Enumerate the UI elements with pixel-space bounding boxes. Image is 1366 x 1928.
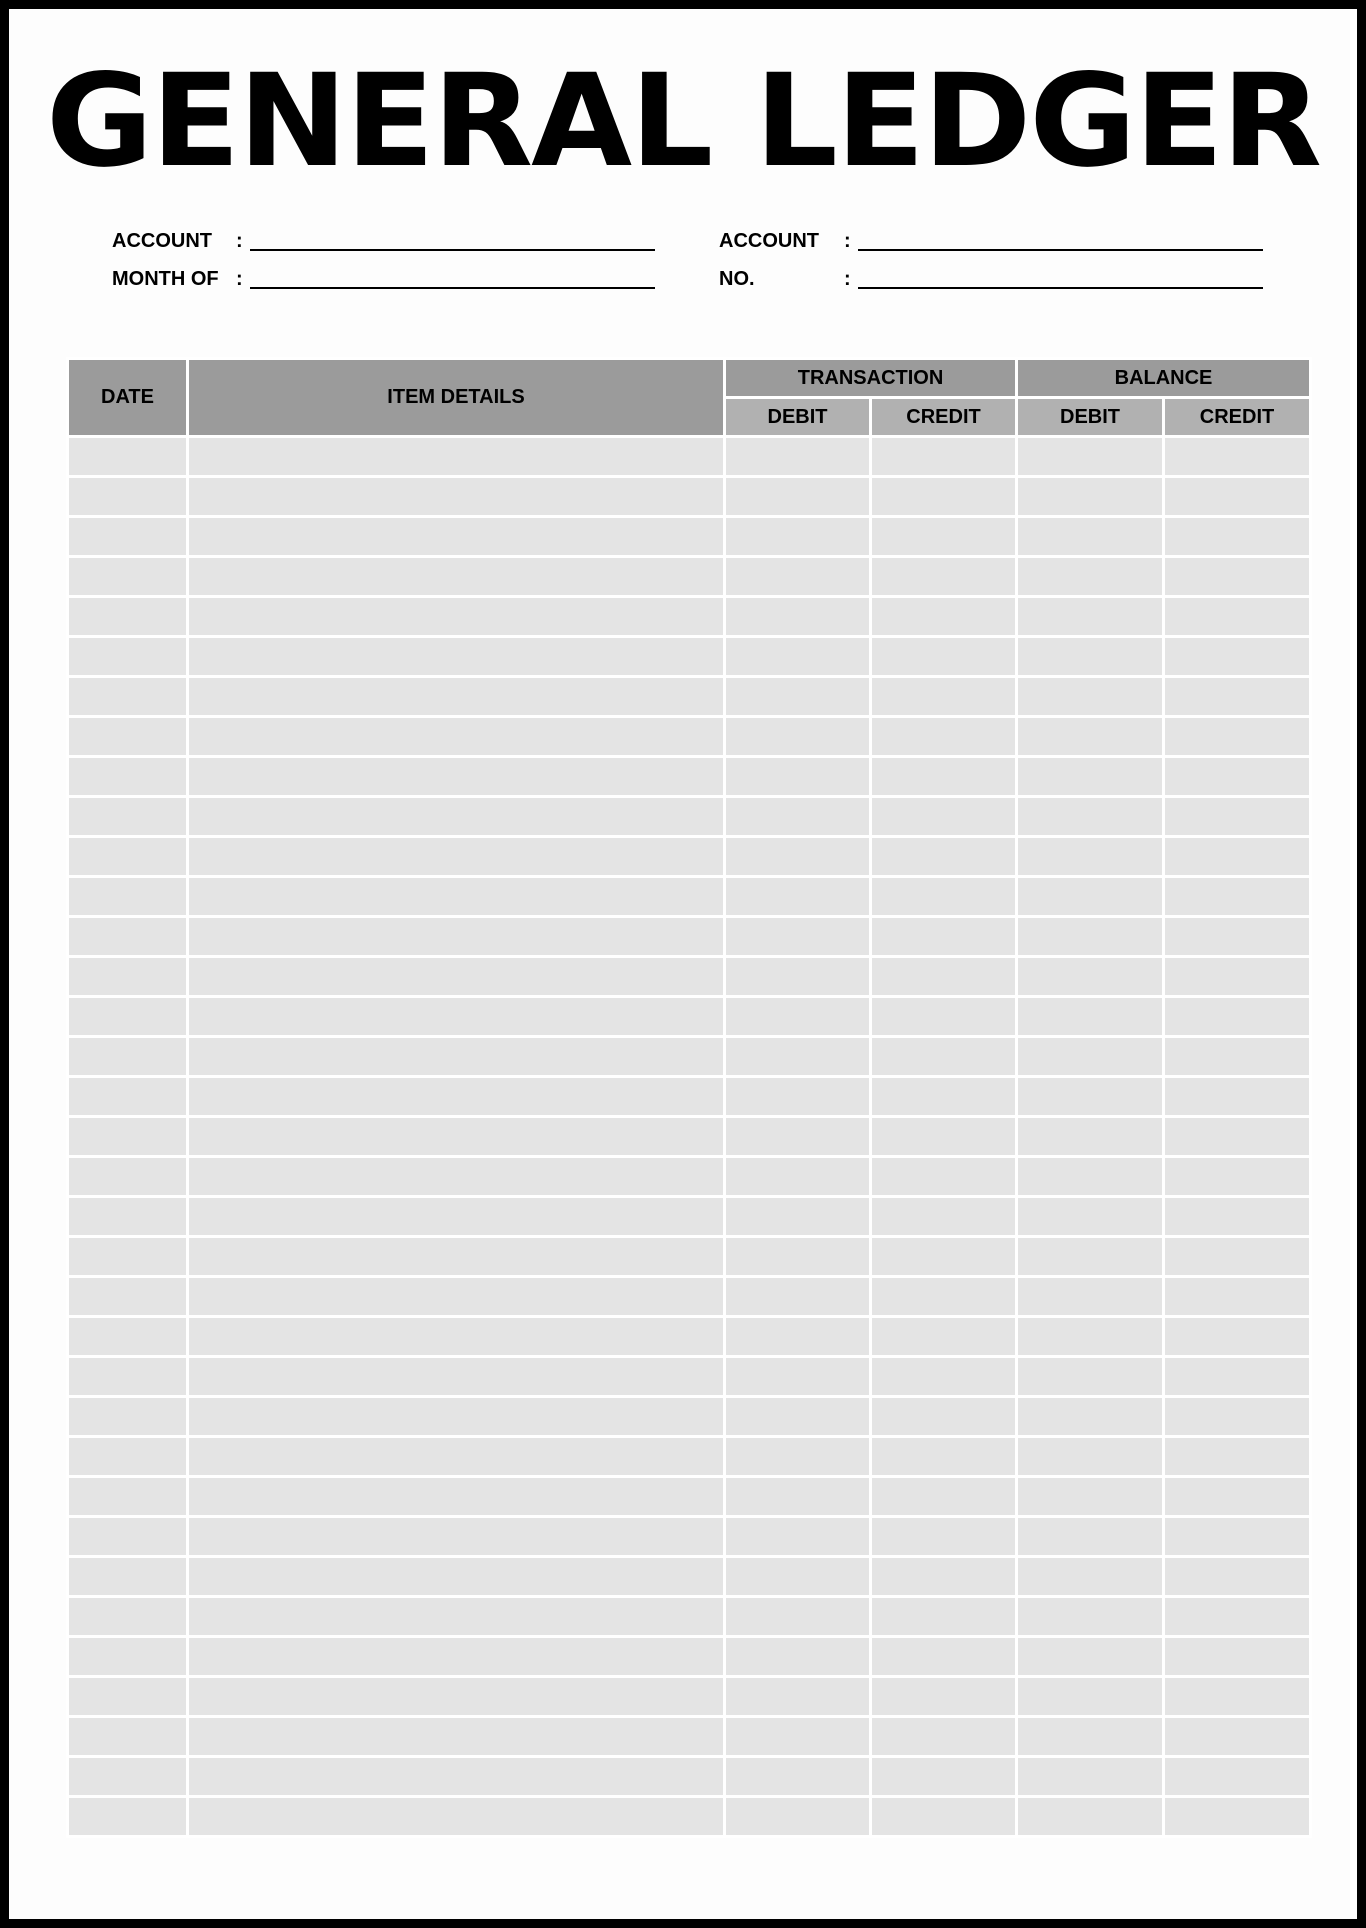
balance-credit-cell[interactable] <box>1164 1357 1311 1397</box>
transaction-credit-cell[interactable] <box>871 1157 1017 1197</box>
transaction-credit-cell[interactable] <box>871 637 1017 677</box>
item-details-cell[interactable] <box>188 1197 725 1237</box>
balance-debit-cell[interactable] <box>1017 1437 1164 1477</box>
transaction-credit-cell[interactable] <box>871 1477 1017 1517</box>
date-cell[interactable] <box>68 1077 188 1117</box>
transaction-debit-cell[interactable] <box>725 1717 871 1757</box>
transaction-debit-cell[interactable] <box>725 597 871 637</box>
item-details-cell[interactable] <box>188 1517 725 1557</box>
table-row <box>68 1757 1311 1797</box>
table-row <box>68 1477 1311 1517</box>
date-cell[interactable] <box>68 437 188 477</box>
item-details-cell[interactable] <box>188 757 725 797</box>
date-cell[interactable] <box>68 1237 188 1277</box>
account-label-left: ACCOUNT <box>112 230 212 252</box>
balance-credit-cell[interactable] <box>1164 1397 1311 1437</box>
date-cell[interactable] <box>68 1557 188 1597</box>
item-details-cell[interactable] <box>188 1117 725 1157</box>
transaction-credit-cell[interactable] <box>871 997 1017 1037</box>
balance-debit-cell[interactable] <box>1017 1717 1164 1757</box>
balance-credit-cell[interactable] <box>1164 597 1311 637</box>
ledger-table <box>66 357 1312 1838</box>
transaction-debit-cell[interactable] <box>725 557 871 597</box>
balance-credit-cell[interactable] <box>1164 757 1311 797</box>
balance-credit-cell[interactable] <box>1164 1637 1311 1677</box>
balance-credit-cell[interactable] <box>1164 1197 1311 1237</box>
ledger-body <box>68 437 1311 1837</box>
balance-credit-cell[interactable] <box>1164 1117 1311 1157</box>
month-of-field[interactable] <box>250 287 655 289</box>
transaction-credit-cell[interactable] <box>871 1557 1017 1597</box>
transaction-debit-cell[interactable] <box>725 637 871 677</box>
transaction-credit-cell[interactable] <box>871 1677 1017 1717</box>
item-details-cell[interactable] <box>188 637 725 677</box>
transaction-credit-cell[interactable] <box>871 1397 1017 1437</box>
item-details-cell[interactable] <box>188 1397 725 1437</box>
number-colon: : <box>844 268 851 290</box>
balance-debit-cell[interactable] <box>1017 997 1164 1037</box>
transaction-debit-cell[interactable] <box>725 757 871 797</box>
balance-credit-cell[interactable] <box>1164 1317 1311 1357</box>
balance-debit-header: DEBIT <box>1017 398 1164 437</box>
balance-credit-cell[interactable] <box>1164 997 1311 1037</box>
transaction-credit-cell[interactable] <box>871 1437 1017 1477</box>
transaction-debit-cell[interactable] <box>725 1117 871 1157</box>
balance-credit-cell[interactable] <box>1164 1157 1311 1197</box>
item-details-cell[interactable] <box>188 1717 725 1757</box>
balance-debit-cell[interactable] <box>1017 1197 1164 1237</box>
date-cell[interactable] <box>68 1117 188 1157</box>
table-row <box>68 1237 1311 1277</box>
transaction-debit-cell[interactable] <box>725 1597 871 1637</box>
balance-credit-cell[interactable] <box>1164 637 1311 677</box>
date-cell[interactable] <box>68 1797 188 1837</box>
balance-credit-cell[interactable] <box>1164 1797 1311 1837</box>
balance-debit-cell[interactable] <box>1017 597 1164 637</box>
page-title: GENERAL LEDGER <box>45 47 1321 196</box>
transaction-credit-cell[interactable] <box>871 1277 1017 1317</box>
transaction-debit-cell[interactable] <box>725 837 871 877</box>
transaction-debit-cell[interactable] <box>725 917 871 957</box>
date-cell[interactable] <box>68 797 188 837</box>
transaction-credit-cell[interactable] <box>871 797 1017 837</box>
balance-debit-cell[interactable] <box>1017 1637 1164 1677</box>
balance-debit-cell[interactable] <box>1017 1597 1164 1637</box>
transaction-debit-header: DEBIT <box>725 398 871 437</box>
item-details-cell[interactable] <box>188 1317 725 1357</box>
transaction-credit-cell[interactable] <box>871 917 1017 957</box>
table-row <box>68 1597 1311 1637</box>
item-details-cell[interactable] <box>188 957 725 997</box>
balance-debit-cell[interactable] <box>1017 1797 1164 1837</box>
transaction-credit-cell[interactable] <box>871 1117 1017 1157</box>
transaction-debit-cell[interactable] <box>725 1197 871 1237</box>
balance-credit-cell[interactable] <box>1164 1597 1311 1637</box>
table-row <box>68 1397 1311 1437</box>
balance-debit-cell[interactable] <box>1017 1037 1164 1077</box>
balance-debit-cell[interactable] <box>1017 1157 1164 1197</box>
item-details-cell[interactable] <box>188 877 725 917</box>
item-details-column-header: ITEM DETAILS <box>188 359 725 437</box>
transaction-debit-cell[interactable] <box>725 1277 871 1317</box>
balance-credit-cell[interactable] <box>1164 837 1311 877</box>
balance-credit-cell[interactable] <box>1164 517 1311 557</box>
balance-credit-cell[interactable] <box>1164 477 1311 517</box>
item-details-cell[interactable] <box>188 1357 725 1397</box>
item-details-cell[interactable] <box>188 597 725 637</box>
balance-debit-cell[interactable] <box>1017 677 1164 717</box>
date-cell[interactable] <box>68 1357 188 1397</box>
transaction-credit-cell[interactable] <box>871 757 1017 797</box>
account-colon-right: : <box>844 230 851 252</box>
table-row <box>68 437 1311 477</box>
transaction-debit-cell[interactable] <box>725 1357 871 1397</box>
date-cell[interactable] <box>68 1517 188 1557</box>
table-row <box>68 1637 1311 1677</box>
transaction-debit-cell[interactable] <box>725 717 871 757</box>
item-details-cell[interactable] <box>188 717 725 757</box>
item-details-cell[interactable] <box>188 1637 725 1677</box>
balance-credit-cell[interactable] <box>1164 1077 1311 1117</box>
date-cell[interactable] <box>68 1397 188 1437</box>
balance-debit-cell[interactable] <box>1017 1517 1164 1557</box>
transaction-credit-cell[interactable] <box>871 1637 1017 1677</box>
balance-credit-cell[interactable] <box>1164 1237 1311 1277</box>
transaction-credit-cell[interactable] <box>871 1197 1017 1237</box>
balance-debit-cell[interactable] <box>1017 1077 1164 1117</box>
number-label: NO. <box>719 268 755 290</box>
item-details-cell[interactable] <box>188 797 725 837</box>
item-details-cell[interactable] <box>188 557 725 597</box>
date-cell[interactable] <box>68 1677 188 1717</box>
balance-credit-cell[interactable] <box>1164 1757 1311 1797</box>
date-cell[interactable] <box>68 1197 188 1237</box>
date-cell[interactable] <box>68 1157 188 1197</box>
month-of-label: MONTH OF <box>112 268 219 290</box>
balance-debit-cell[interactable] <box>1017 1477 1164 1517</box>
transaction-credit-cell[interactable] <box>871 1357 1017 1397</box>
account-label-right: ACCOUNT <box>719 230 819 252</box>
item-details-cell[interactable] <box>188 1077 725 1117</box>
item-details-cell[interactable] <box>188 1597 725 1637</box>
date-cell[interactable] <box>68 917 188 957</box>
item-details-cell[interactable] <box>188 1797 725 1837</box>
transaction-credit-cell[interactable] <box>871 1237 1017 1277</box>
item-details-cell[interactable] <box>188 1037 725 1077</box>
balance-debit-cell[interactable] <box>1017 717 1164 757</box>
item-details-cell[interactable] <box>188 997 725 1037</box>
date-cell[interactable] <box>68 677 188 717</box>
balance-credit-cell[interactable] <box>1164 557 1311 597</box>
transaction-debit-cell[interactable] <box>725 1677 871 1717</box>
date-cell[interactable] <box>68 717 188 757</box>
month-of-colon: : <box>236 268 243 290</box>
balance-debit-cell[interactable] <box>1017 957 1164 997</box>
transaction-debit-cell[interactable] <box>725 1077 871 1117</box>
item-details-cell[interactable] <box>188 437 725 477</box>
transaction-credit-cell[interactable] <box>871 717 1017 757</box>
table-row <box>68 957 1311 997</box>
balance-debit-cell[interactable] <box>1017 1237 1164 1277</box>
table-row <box>68 1157 1311 1197</box>
date-cell[interactable] <box>68 757 188 797</box>
table-row <box>68 1717 1311 1757</box>
item-details-cell[interactable] <box>188 917 725 957</box>
date-cell[interactable] <box>68 877 188 917</box>
transaction-credit-cell[interactable] <box>871 1757 1017 1797</box>
balance-debit-cell[interactable] <box>1017 837 1164 877</box>
item-details-cell[interactable] <box>188 1477 725 1517</box>
transaction-credit-cell[interactable] <box>871 677 1017 717</box>
table-row <box>68 797 1311 837</box>
table-row <box>68 1317 1311 1357</box>
number-field[interactable] <box>858 287 1263 289</box>
table-row <box>68 837 1311 877</box>
date-cell[interactable] <box>68 837 188 877</box>
transaction-debit-cell[interactable] <box>725 1557 871 1597</box>
date-cell[interactable] <box>68 517 188 557</box>
date-cell[interactable] <box>68 1637 188 1677</box>
transaction-debit-cell[interactable] <box>725 677 871 717</box>
transaction-debit-cell[interactable] <box>725 477 871 517</box>
date-cell[interactable] <box>68 1037 188 1077</box>
table-row <box>68 997 1311 1037</box>
table-row <box>68 1117 1311 1157</box>
date-cell[interactable] <box>68 997 188 1037</box>
transaction-credit-cell[interactable] <box>871 517 1017 557</box>
item-details-cell[interactable] <box>188 677 725 717</box>
item-details-cell[interactable] <box>188 1437 725 1477</box>
transaction-debit-cell[interactable] <box>725 1237 871 1277</box>
balance-debit-cell[interactable] <box>1017 1397 1164 1437</box>
table-row <box>68 677 1311 717</box>
balance-debit-cell[interactable] <box>1017 1557 1164 1597</box>
balance-credit-cell[interactable] <box>1164 797 1311 837</box>
transaction-credit-cell[interactable] <box>871 1717 1017 1757</box>
balance-debit-cell[interactable] <box>1017 637 1164 677</box>
item-details-cell[interactable] <box>188 837 725 877</box>
balance-credit-cell[interactable] <box>1164 1717 1311 1757</box>
balance-credit-cell[interactable] <box>1164 437 1311 477</box>
date-cell[interactable] <box>68 637 188 677</box>
balance-debit-cell[interactable] <box>1017 877 1164 917</box>
balance-credit-cell[interactable] <box>1164 1517 1311 1557</box>
transaction-credit-cell[interactable] <box>871 1317 1017 1357</box>
transaction-credit-cell[interactable] <box>871 1517 1017 1557</box>
balance-debit-cell[interactable] <box>1017 557 1164 597</box>
transaction-debit-cell[interactable] <box>725 1037 871 1077</box>
transaction-debit-cell[interactable] <box>725 1517 871 1557</box>
account-field-left[interactable] <box>250 249 655 251</box>
balance-debit-cell[interactable] <box>1017 1757 1164 1797</box>
balance-credit-cell[interactable] <box>1164 1677 1311 1717</box>
table-row <box>68 1677 1311 1717</box>
date-column-header: DATE <box>68 359 188 437</box>
transaction-debit-cell[interactable] <box>725 437 871 477</box>
date-cell[interactable] <box>68 1757 188 1797</box>
balance-credit-cell[interactable] <box>1164 877 1311 917</box>
date-cell[interactable] <box>68 1317 188 1357</box>
date-cell[interactable] <box>68 1277 188 1317</box>
account-field-right[interactable] <box>858 249 1263 251</box>
item-details-cell[interactable] <box>188 1277 725 1317</box>
transaction-group-header: TRANSACTION <box>725 359 1017 398</box>
transaction-debit-cell[interactable] <box>725 797 871 837</box>
transaction-debit-cell[interactable] <box>725 517 871 557</box>
balance-debit-cell[interactable] <box>1017 477 1164 517</box>
table-row <box>68 477 1311 517</box>
table-row <box>68 1037 1311 1077</box>
table-row <box>68 1357 1311 1397</box>
item-details-cell[interactable] <box>188 1677 725 1717</box>
date-cell[interactable] <box>68 477 188 517</box>
balance-debit-cell[interactable] <box>1017 1277 1164 1317</box>
balance-debit-cell[interactable] <box>1017 1677 1164 1717</box>
balance-debit-cell[interactable] <box>1017 917 1164 957</box>
transaction-credit-cell[interactable] <box>871 837 1017 877</box>
date-cell[interactable] <box>68 1597 188 1637</box>
transaction-credit-cell[interactable] <box>871 1077 1017 1117</box>
transaction-credit-cell[interactable] <box>871 957 1017 997</box>
balance-credit-cell[interactable] <box>1164 677 1311 717</box>
transaction-debit-cell[interactable] <box>725 1397 871 1437</box>
table-row <box>68 637 1311 677</box>
balance-credit-cell[interactable] <box>1164 1557 1311 1597</box>
item-details-cell[interactable] <box>188 1237 725 1277</box>
balance-debit-cell[interactable] <box>1017 797 1164 837</box>
balance-credit-header: CREDIT <box>1164 398 1311 437</box>
transaction-debit-cell[interactable] <box>725 1797 871 1837</box>
balance-credit-cell[interactable] <box>1164 1037 1311 1077</box>
balance-debit-cell[interactable] <box>1017 1317 1164 1357</box>
table-row <box>68 1437 1311 1477</box>
table-row <box>68 1277 1311 1317</box>
item-details-cell[interactable] <box>188 517 725 557</box>
transaction-credit-cell[interactable] <box>871 1797 1017 1837</box>
transaction-debit-cell[interactable] <box>725 1157 871 1197</box>
date-cell[interactable] <box>68 557 188 597</box>
table-row <box>68 757 1311 797</box>
balance-credit-cell[interactable] <box>1164 917 1311 957</box>
table-row <box>68 877 1311 917</box>
balance-debit-cell[interactable] <box>1017 1357 1164 1397</box>
transaction-debit-cell[interactable] <box>725 1757 871 1797</box>
date-cell[interactable] <box>68 1477 188 1517</box>
account-colon-left: : <box>236 230 243 252</box>
table-row <box>68 717 1311 757</box>
transaction-debit-cell[interactable] <box>725 877 871 917</box>
table-row <box>68 917 1311 957</box>
transaction-debit-cell[interactable] <box>725 997 871 1037</box>
table-row <box>68 1517 1311 1557</box>
transaction-debit-cell[interactable] <box>725 1637 871 1677</box>
transaction-debit-cell[interactable] <box>725 957 871 997</box>
table-row <box>68 597 1311 637</box>
transaction-credit-cell[interactable] <box>871 477 1017 517</box>
balance-group-header: BALANCE <box>1017 359 1311 398</box>
table-row <box>68 1557 1311 1597</box>
balance-credit-cell[interactable] <box>1164 1277 1311 1317</box>
item-details-cell[interactable] <box>188 1757 725 1797</box>
table-row <box>68 517 1311 557</box>
balance-credit-cell[interactable] <box>1164 1477 1311 1517</box>
transaction-credit-cell[interactable] <box>871 877 1017 917</box>
transaction-debit-cell[interactable] <box>725 1317 871 1357</box>
item-details-cell[interactable] <box>188 1157 725 1197</box>
balance-debit-cell[interactable] <box>1017 757 1164 797</box>
transaction-credit-cell[interactable] <box>871 1037 1017 1077</box>
item-details-cell[interactable] <box>188 1557 725 1597</box>
transaction-debit-cell[interactable] <box>725 1437 871 1477</box>
table-row <box>68 557 1311 597</box>
balance-debit-cell[interactable] <box>1017 437 1164 477</box>
transaction-credit-cell[interactable] <box>871 1597 1017 1637</box>
date-cell[interactable] <box>68 1437 188 1477</box>
transaction-credit-cell[interactable] <box>871 597 1017 637</box>
balance-credit-cell[interactable] <box>1164 957 1311 997</box>
transaction-credit-header: CREDIT <box>871 398 1017 437</box>
transaction-credit-cell[interactable] <box>871 437 1017 477</box>
transaction-debit-cell[interactable] <box>725 1477 871 1517</box>
date-cell[interactable] <box>68 597 188 637</box>
table-row <box>68 1797 1311 1837</box>
date-cell[interactable] <box>68 1717 188 1757</box>
table-row <box>68 1197 1311 1237</box>
table-row <box>68 1077 1311 1117</box>
transaction-credit-cell[interactable] <box>871 557 1017 597</box>
date-cell[interactable] <box>68 957 188 997</box>
item-details-cell[interactable] <box>188 477 725 517</box>
balance-credit-cell[interactable] <box>1164 717 1311 757</box>
balance-debit-cell[interactable] <box>1017 1117 1164 1157</box>
balance-debit-cell[interactable] <box>1017 517 1164 557</box>
balance-credit-cell[interactable] <box>1164 1437 1311 1477</box>
